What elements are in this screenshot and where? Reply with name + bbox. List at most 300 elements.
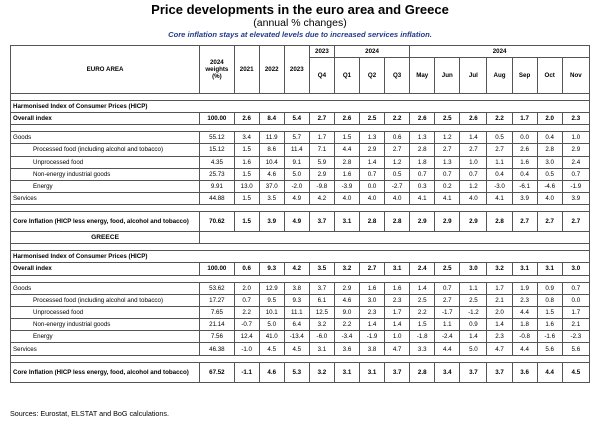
- page-note: Core inflation stays at elevated levels due to increased services inflation.: [168, 30, 432, 39]
- value-cell: 2.9: [460, 212, 487, 232]
- value-cell: 1.5: [234, 168, 259, 180]
- area-label: GREECE: [11, 232, 200, 244]
- value-cell: 1.4: [385, 319, 410, 331]
- value-cell: -1.7: [435, 306, 460, 318]
- month-header: Jun: [435, 58, 460, 94]
- value-cell: -6.1: [512, 180, 537, 192]
- value-cell: 1.4: [487, 319, 512, 331]
- value-cell: 0.6: [234, 263, 259, 275]
- value-cell: 0.6: [385, 132, 410, 144]
- value-cell: 2.9: [309, 168, 334, 180]
- quarter-header: Q1: [334, 58, 359, 94]
- value-cell: 0.3: [410, 180, 435, 192]
- value-cell: 1.1: [435, 319, 460, 331]
- row-label: Services: [11, 343, 200, 355]
- value-cell: 53.62: [200, 282, 234, 294]
- value-cell: 3.5: [309, 263, 334, 275]
- spacer-cell: [11, 125, 590, 132]
- value-cell: 2.0: [487, 306, 512, 318]
- value-cell: 2.7: [562, 212, 589, 232]
- value-cell: 2.9: [360, 144, 385, 156]
- month-group-header: 2024: [410, 46, 590, 58]
- year-header: 2022: [259, 46, 284, 94]
- value-cell: 12.4: [234, 331, 259, 343]
- value-cell: -1.2: [460, 306, 487, 318]
- row-label: Goods: [11, 282, 200, 294]
- value-cell: 4.4: [537, 362, 562, 382]
- value-cell: 1.5: [234, 193, 259, 205]
- section-row: [11, 101, 590, 113]
- value-cell: 2.5: [435, 263, 460, 275]
- value-cell: 2.8: [410, 144, 435, 156]
- value-cell: -9.8: [309, 180, 334, 192]
- value-cell: 4.0: [360, 193, 385, 205]
- value-cell: 1.3: [360, 132, 385, 144]
- table-row: [11, 144, 590, 156]
- value-cell: 0.7: [360, 168, 385, 180]
- value-cell: 0.0: [512, 132, 537, 144]
- value-cell: 2.2: [487, 113, 512, 125]
- section-label: Harmonised Index of Consumer Prices (HICP): [11, 251, 590, 263]
- value-cell: 2.8: [410, 362, 435, 382]
- value-cell: 3.1: [309, 343, 334, 355]
- value-cell: 1.2: [385, 156, 410, 168]
- value-cell: 3.0: [360, 294, 385, 306]
- spacer-row: [11, 275, 590, 282]
- value-cell: 3.7: [460, 362, 487, 382]
- value-cell: 3.9: [259, 212, 284, 232]
- value-cell: 3.4: [234, 132, 259, 144]
- value-cell: 2.4: [410, 263, 435, 275]
- value-cell: 0.4: [537, 132, 562, 144]
- value-cell: -0.7: [234, 319, 259, 331]
- value-cell: 2.5: [410, 294, 435, 306]
- value-cell: 1.9: [512, 282, 537, 294]
- page-subtitle: (annual % changes): [253, 17, 347, 29]
- value-cell: 3.1: [512, 263, 537, 275]
- value-cell: 12.5: [309, 306, 334, 318]
- value-cell: 12.9: [259, 282, 284, 294]
- value-cell: 4.7: [385, 343, 410, 355]
- value-cell: -2.3: [562, 331, 589, 343]
- value-cell: 1.4: [360, 319, 385, 331]
- value-cell: -0.8: [512, 331, 537, 343]
- value-cell: 2.7: [435, 144, 460, 156]
- month-header: Aug: [487, 58, 512, 94]
- table-row: [11, 212, 590, 232]
- value-cell: 2.3: [487, 331, 512, 343]
- value-cell: 2.6: [460, 113, 487, 125]
- value-cell: 11.9: [259, 132, 284, 144]
- value-cell: 7.56: [200, 331, 234, 343]
- value-cell: -1.1: [234, 362, 259, 382]
- table-row: [11, 319, 590, 331]
- row-label: Processed food (including alcohol and tobacco): [11, 294, 200, 306]
- value-cell: 5.7: [284, 132, 309, 144]
- value-cell: 2.0: [234, 282, 259, 294]
- value-cell: 4.5: [259, 343, 284, 355]
- value-cell: 1.6: [512, 156, 537, 168]
- value-cell: 3.5: [259, 193, 284, 205]
- value-cell: -2.4: [435, 331, 460, 343]
- value-cell: 1.7: [487, 282, 512, 294]
- weights-header: 2024 weights (%): [200, 46, 234, 94]
- spacer-row: [11, 244, 590, 251]
- value-cell: 2.3: [512, 294, 537, 306]
- row-label: Overall index: [11, 113, 200, 125]
- value-cell: 5.0: [460, 343, 487, 355]
- value-cell: 37.0: [259, 180, 284, 192]
- row-label: Non-energy industrial goods: [11, 319, 200, 331]
- quarter-header: Q2: [360, 58, 385, 94]
- value-cell: 0.7: [234, 294, 259, 306]
- value-cell: 17.27: [200, 294, 234, 306]
- table-row: [11, 343, 590, 355]
- row-label: Energy: [11, 180, 200, 192]
- value-cell: 5.0: [284, 168, 309, 180]
- value-cell: -1.6: [537, 331, 562, 343]
- value-cell: 4.1: [487, 193, 512, 205]
- value-cell: 5.9: [309, 156, 334, 168]
- value-cell: 7.1: [309, 144, 334, 156]
- table-row: [11, 180, 590, 192]
- month-header: May: [410, 58, 435, 94]
- value-cell: 4.4: [512, 306, 537, 318]
- value-cell: 1.8: [410, 156, 435, 168]
- value-cell: 4.0: [537, 193, 562, 205]
- value-cell: 3.1: [334, 362, 359, 382]
- area-row-fill: [200, 232, 590, 244]
- row-label: Overall index: [11, 263, 200, 275]
- month-header: Nov: [562, 58, 589, 94]
- value-cell: 3.9: [512, 193, 537, 205]
- year-header: 2021: [234, 46, 259, 94]
- value-cell: 3.6: [512, 362, 537, 382]
- spacer-row: [11, 94, 590, 101]
- value-cell: 2.8: [385, 212, 410, 232]
- value-cell: 5.6: [562, 343, 589, 355]
- table-row: [11, 193, 590, 205]
- value-cell: 21.14: [200, 319, 234, 331]
- value-cell: 3.1: [334, 212, 359, 232]
- value-cell: 2.0: [537, 113, 562, 125]
- value-cell: 2.7: [385, 144, 410, 156]
- value-cell: 3.3: [410, 343, 435, 355]
- value-cell: 2.1: [562, 319, 589, 331]
- value-cell: 9.3: [284, 294, 309, 306]
- value-cell: 0.7: [410, 168, 435, 180]
- value-cell: 2.6: [410, 113, 435, 125]
- value-cell: 1.4: [410, 282, 435, 294]
- value-cell: 2.7: [512, 212, 537, 232]
- value-cell: 1.5: [410, 319, 435, 331]
- value-cell: -1.8: [410, 331, 435, 343]
- value-cell: 11.1: [284, 306, 309, 318]
- value-cell: 4.6: [259, 168, 284, 180]
- value-cell: 2.5: [360, 113, 385, 125]
- value-cell: 0.0: [562, 294, 589, 306]
- value-cell: 4.6: [334, 294, 359, 306]
- spacer-cell: [11, 355, 590, 362]
- section-row: [11, 251, 590, 263]
- price-table: [10, 45, 590, 383]
- area-row: [11, 232, 590, 244]
- quarter-group-header: 2023: [309, 46, 334, 58]
- row-label: Non-energy industrial goods: [11, 168, 200, 180]
- value-cell: 3.1: [360, 362, 385, 382]
- value-cell: 2.3: [385, 294, 410, 306]
- value-cell: 2.9: [562, 144, 589, 156]
- value-cell: 2.7: [537, 212, 562, 232]
- value-cell: 2.7: [460, 144, 487, 156]
- value-cell: 4.6: [259, 362, 284, 382]
- value-cell: 8.4: [259, 113, 284, 125]
- quarter-header: Q3: [385, 58, 410, 94]
- value-cell: 4.1: [435, 193, 460, 205]
- table-row: [11, 294, 590, 306]
- spacer-row: [11, 125, 590, 132]
- value-cell: 2.7: [360, 263, 385, 275]
- month-header: Oct: [537, 58, 562, 94]
- value-cell: 2.3: [360, 306, 385, 318]
- value-cell: 100.00: [200, 113, 234, 125]
- value-cell: 9.91: [200, 180, 234, 192]
- value-cell: 4.5: [562, 362, 589, 382]
- table-row: [11, 331, 590, 343]
- row-label: Core Inflation (HICP less energy, food, alcohol and tobacco): [11, 212, 200, 232]
- value-cell: 1.6: [334, 168, 359, 180]
- value-cell: 1.6: [360, 282, 385, 294]
- value-cell: 3.7: [309, 282, 334, 294]
- table-row: [11, 306, 590, 318]
- spacer-cell: [11, 275, 590, 282]
- value-cell: 3.2: [334, 263, 359, 275]
- month-header: Jul: [460, 58, 487, 94]
- value-cell: 2.1: [487, 294, 512, 306]
- value-cell: 2.9: [410, 212, 435, 232]
- value-cell: 1.3: [410, 132, 435, 144]
- value-cell: 1.6: [234, 156, 259, 168]
- value-cell: 1.7: [512, 113, 537, 125]
- value-cell: 2.6: [334, 113, 359, 125]
- value-cell: 3.9: [562, 193, 589, 205]
- value-cell: 1.4: [460, 132, 487, 144]
- value-cell: 3.4: [435, 362, 460, 382]
- value-cell: 2.8: [487, 212, 512, 232]
- value-cell: 13.0: [234, 180, 259, 192]
- value-cell: 1.5: [537, 306, 562, 318]
- value-cell: 55.12: [200, 132, 234, 144]
- page-title: Price developments in the euro area and Greece: [151, 2, 449, 17]
- value-cell: 67.52: [200, 362, 234, 382]
- table-row: [11, 156, 590, 168]
- value-cell: 5.3: [284, 362, 309, 382]
- value-cell: 4.7: [487, 343, 512, 355]
- value-cell: 8.6: [259, 144, 284, 156]
- value-cell: 11.4: [284, 144, 309, 156]
- value-cell: 0.7: [562, 168, 589, 180]
- value-cell: 9.3: [259, 263, 284, 275]
- value-cell: 3.7: [385, 362, 410, 382]
- value-cell: 7.65: [200, 306, 234, 318]
- value-cell: 0.0: [360, 180, 385, 192]
- value-cell: 3.1: [537, 263, 562, 275]
- value-cell: 44.88: [200, 193, 234, 205]
- value-cell: 15.12: [200, 144, 234, 156]
- value-cell: 0.5: [385, 168, 410, 180]
- value-cell: 1.1: [460, 282, 487, 294]
- value-cell: 2.6: [234, 113, 259, 125]
- value-cell: -1.9: [360, 331, 385, 343]
- value-cell: 2.2: [334, 319, 359, 331]
- value-cell: 4.4: [435, 343, 460, 355]
- spacer-cell: [11, 244, 590, 251]
- table-row: [11, 113, 590, 125]
- value-cell: 10.4: [259, 156, 284, 168]
- value-cell: 2.5: [460, 294, 487, 306]
- value-cell: 3.0: [460, 263, 487, 275]
- value-cell: 0.5: [537, 168, 562, 180]
- value-cell: 1.1: [487, 156, 512, 168]
- value-cell: -13.4: [284, 331, 309, 343]
- value-cell: 2.2: [234, 306, 259, 318]
- value-cell: 9.0: [334, 306, 359, 318]
- value-cell: 2.8: [334, 156, 359, 168]
- value-cell: 1.5: [334, 132, 359, 144]
- value-cell: 3.0: [537, 156, 562, 168]
- value-cell: 0.7: [435, 282, 460, 294]
- value-cell: -3.4: [334, 331, 359, 343]
- value-cell: 3.6: [334, 343, 359, 355]
- value-cell: 5.0: [259, 319, 284, 331]
- value-cell: 3.7: [309, 212, 334, 232]
- value-cell: -6.0: [309, 331, 334, 343]
- row-label: Processed food (including alcohol and tobacco): [11, 144, 200, 156]
- value-cell: 4.9: [284, 193, 309, 205]
- value-cell: 9.5: [259, 294, 284, 306]
- value-cell: -1.9: [562, 180, 589, 192]
- value-cell: 6.1: [309, 294, 334, 306]
- row-label: Services: [11, 193, 200, 205]
- spacer-cell: [11, 205, 590, 212]
- value-cell: 1.4: [460, 331, 487, 343]
- value-cell: 4.0: [460, 193, 487, 205]
- value-cell: 1.7: [562, 306, 589, 318]
- value-cell: 4.4: [334, 144, 359, 156]
- value-cell: 1.5: [234, 144, 259, 156]
- row-label: Core Inflation (HICP less energy, food, alcohol and tobacco): [11, 362, 200, 382]
- value-cell: 4.35: [200, 156, 234, 168]
- table-row: [11, 282, 590, 294]
- value-cell: 2.6: [512, 144, 537, 156]
- value-cell: 70.62: [200, 212, 234, 232]
- value-cell: 2.3: [562, 113, 589, 125]
- value-cell: 3.1: [385, 263, 410, 275]
- row-label: Unprocessed food: [11, 306, 200, 318]
- value-cell: 0.5: [487, 132, 512, 144]
- value-cell: 1.0: [562, 132, 589, 144]
- section-label: Harmonised Index of Consumer Prices (HICP): [11, 101, 590, 113]
- value-cell: -4.6: [537, 180, 562, 192]
- value-cell: 0.4: [512, 168, 537, 180]
- value-cell: 0.7: [435, 168, 460, 180]
- value-cell: 1.4: [360, 156, 385, 168]
- value-cell: 2.5: [435, 113, 460, 125]
- value-cell: 0.7: [460, 168, 487, 180]
- value-cell: 4.0: [385, 193, 410, 205]
- value-cell: -2.0: [284, 180, 309, 192]
- value-cell: 0.4: [487, 168, 512, 180]
- table-row: [11, 263, 590, 275]
- value-cell: 3.8: [360, 343, 385, 355]
- value-cell: 9.1: [284, 156, 309, 168]
- value-cell: 41.0: [259, 331, 284, 343]
- value-cell: 5.6: [537, 343, 562, 355]
- value-cell: 1.3: [435, 156, 460, 168]
- quarter-header: Q4: [309, 58, 334, 94]
- quarter-group-header: 2024: [334, 46, 409, 58]
- value-cell: 1.2: [435, 132, 460, 144]
- value-cell: -3.9: [334, 180, 359, 192]
- value-cell: 1.7: [309, 132, 334, 144]
- spacer-cell: [11, 94, 590, 101]
- sources-note: Sources: Eurostat, ELSTAT and BoG calculations.: [10, 409, 170, 418]
- value-cell: 4.0: [334, 193, 359, 205]
- value-cell: 1.7: [385, 306, 410, 318]
- value-cell: 4.1: [410, 193, 435, 205]
- value-cell: 1.0: [385, 331, 410, 343]
- value-cell: 3.0: [562, 263, 589, 275]
- value-cell: 4.4: [512, 343, 537, 355]
- month-header: Sep: [512, 58, 537, 94]
- value-cell: 2.2: [385, 113, 410, 125]
- spacer-row: [11, 355, 590, 362]
- value-cell: 1.8: [512, 319, 537, 331]
- value-cell: 1.6: [537, 319, 562, 331]
- value-cell: 3.8: [284, 282, 309, 294]
- value-cell: 1.5: [234, 212, 259, 232]
- value-cell: 2.7: [487, 144, 512, 156]
- value-cell: 2.7: [309, 113, 334, 125]
- value-cell: 2.7: [435, 294, 460, 306]
- value-cell: 2.4: [562, 156, 589, 168]
- row-label: Energy: [11, 331, 200, 343]
- value-cell: 2.9: [435, 212, 460, 232]
- area-header: EURO AREA: [11, 46, 200, 94]
- value-cell: 4.5: [284, 343, 309, 355]
- value-cell: 0.8: [537, 294, 562, 306]
- value-cell: 0.7: [562, 282, 589, 294]
- value-cell: 4.2: [284, 263, 309, 275]
- value-cell: -3.0: [487, 180, 512, 192]
- value-cell: 0.9: [460, 319, 487, 331]
- spacer-row: [11, 205, 590, 212]
- value-cell: 2.8: [537, 144, 562, 156]
- value-cell: 4.9: [284, 212, 309, 232]
- value-cell: 46.38: [200, 343, 234, 355]
- table-row: [11, 168, 590, 180]
- value-cell: 3.2: [487, 263, 512, 275]
- value-cell: 2.9: [334, 282, 359, 294]
- value-cell: -1.0: [234, 343, 259, 355]
- header-row-groups: [11, 46, 590, 58]
- value-cell: 0.2: [435, 180, 460, 192]
- row-label: Unprocessed food: [11, 156, 200, 168]
- value-cell: 2.2: [410, 306, 435, 318]
- table-row: [11, 132, 590, 144]
- value-cell: 3.7: [487, 362, 512, 382]
- table-row: [11, 362, 590, 382]
